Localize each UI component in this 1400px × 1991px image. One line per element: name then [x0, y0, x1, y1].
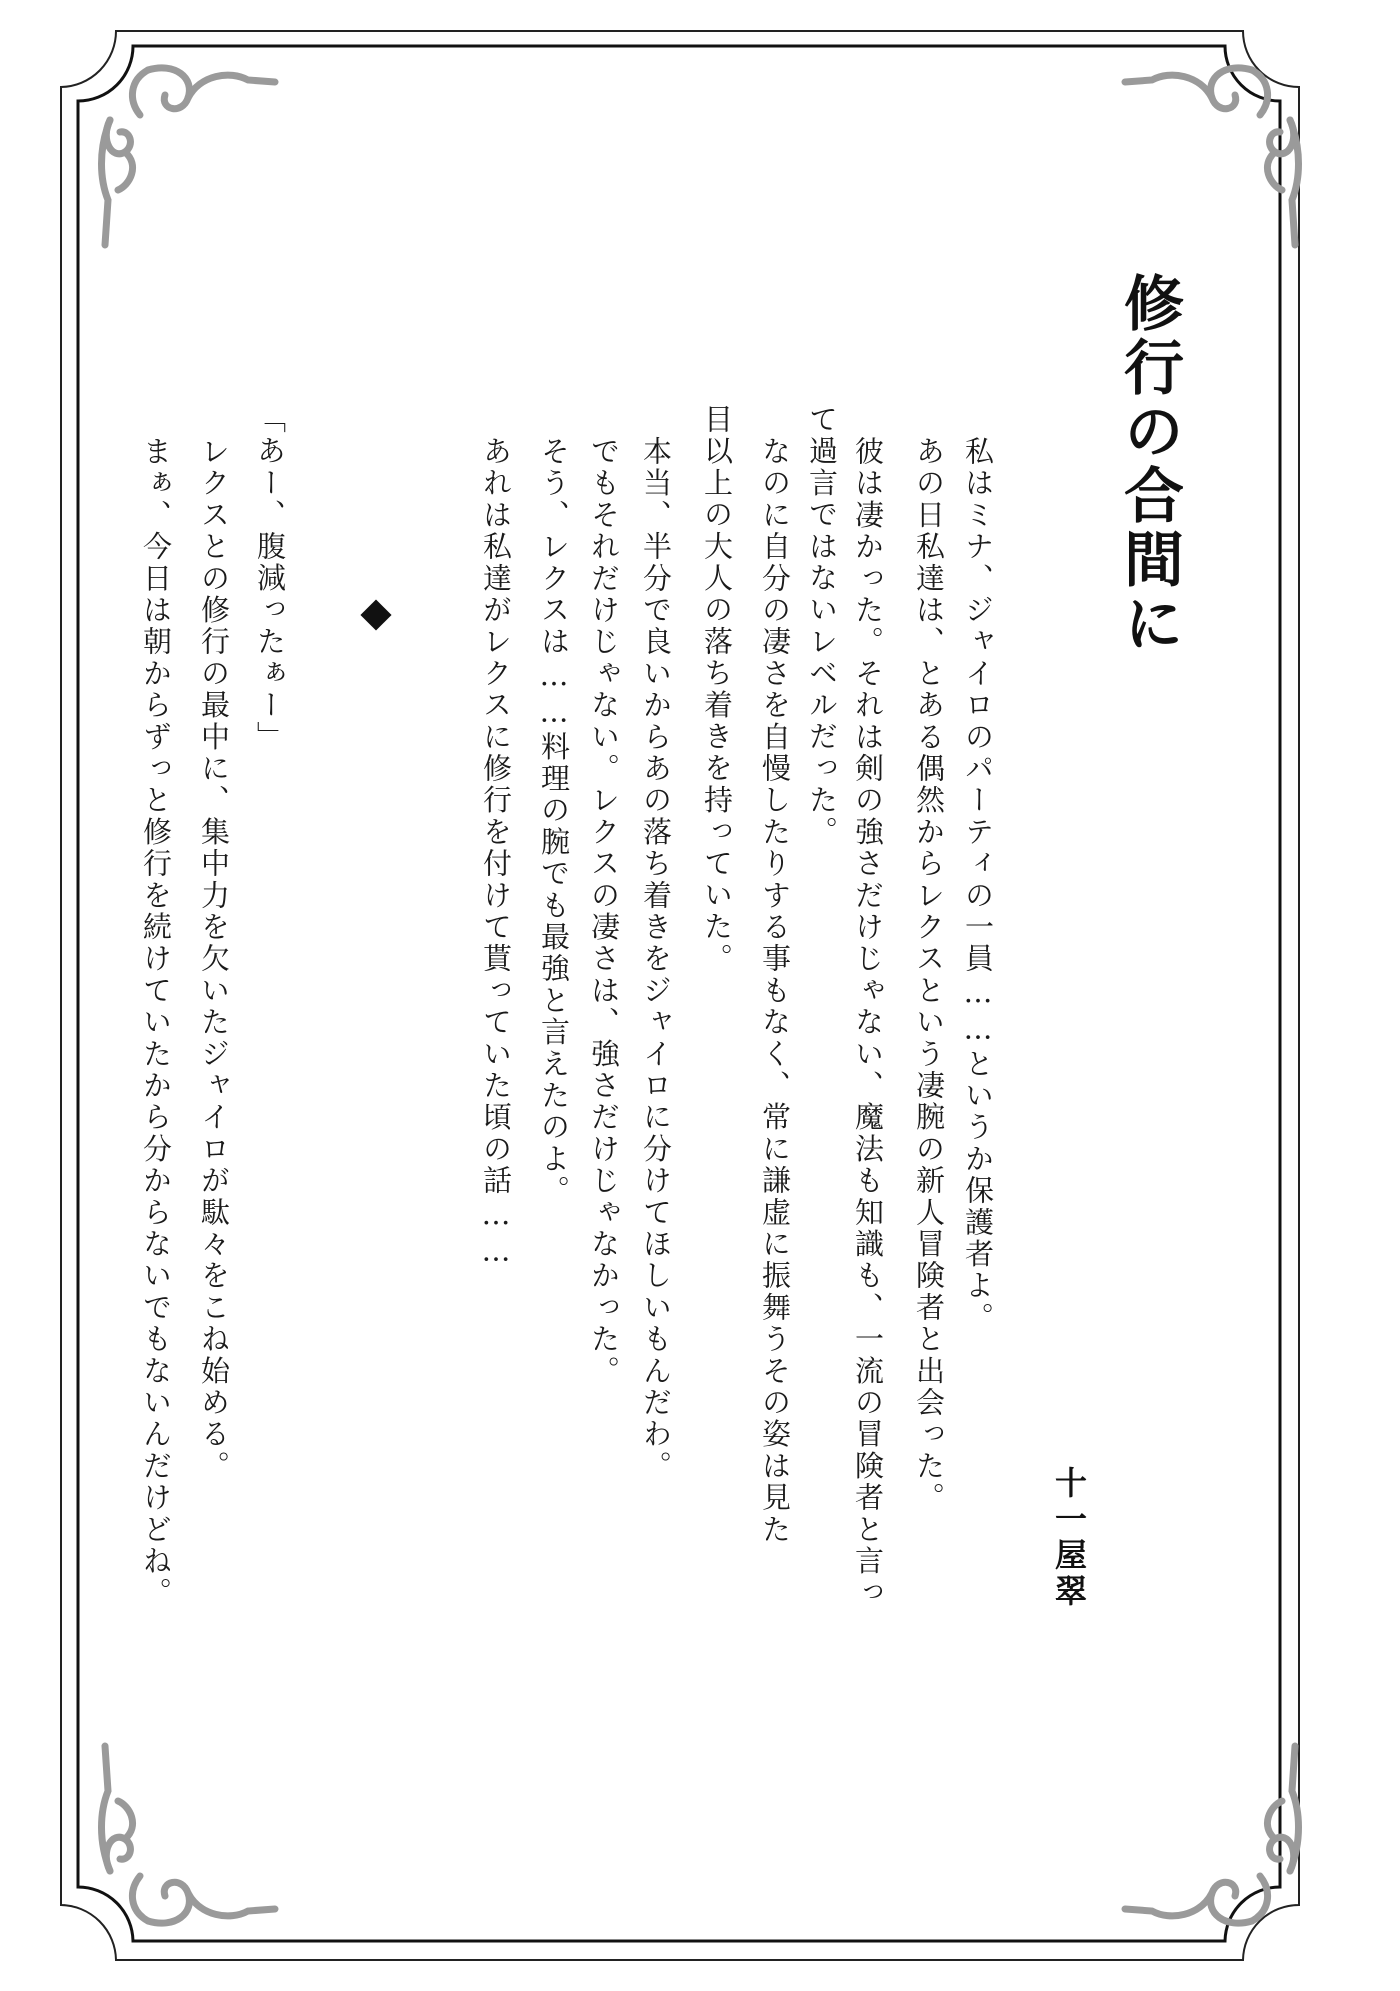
inner-border: [78, 46, 1280, 1941]
text-line: レクスとの修行の最中に、集中力を欠いたジャイロが駄々をこね始める。: [197, 436, 231, 1483]
text-line: て過言ではないレベルだった。: [805, 404, 839, 848]
text-line: なのに自分の凄さを自慢したりする事もなく、常に謙虚に振舞うその姿は見た: [758, 436, 792, 1546]
text-line: まぁ、今日は朝からずっと修行を続けていたから分からないでもないんだけどね。: [139, 436, 173, 1609]
text-line: 「あー、腹減ったぁー」: [253, 404, 287, 753]
text-line: 彼は凄かった。それは剣の強さだけじゃない、魔法も知識も、一流の冒険者と言っ: [851, 436, 885, 1609]
text-line: あれは私達がレクスに修行を付けて貰っていた頃の話……: [479, 436, 513, 1271]
ornament-bottom-right-icon: [1125, 1746, 1299, 1923]
text-line: 本当、半分で良いからあの落ち着きをジャイロに分けてほしいもんだわ。: [639, 436, 673, 1483]
text-line: 目以上の大人の落ち着きを持っていた。: [700, 404, 734, 975]
page-title: 修行の合間に: [1114, 272, 1184, 656]
text-line: でもそれだけじゃない。レクスの凄さは、強さだけじゃなかった。: [587, 436, 621, 1387]
text-line: そう、レクスは……料理の腕でも最強と言えたのよ。: [537, 436, 571, 1207]
ornament-bottom-left-icon: [102, 1746, 276, 1923]
author-name: 十一屋翠: [1050, 1466, 1088, 1610]
text-line: 私はミナ、ジャイロのパーティの一員……というか保護者よ。: [961, 436, 995, 1334]
ornament-top-left-icon: [102, 68, 276, 245]
ornament-top-right-icon: [1125, 68, 1299, 245]
text-line: あの日私達は、とある偶然からレクスという凄腕の新人冒険者と出会った。: [912, 436, 946, 1514]
